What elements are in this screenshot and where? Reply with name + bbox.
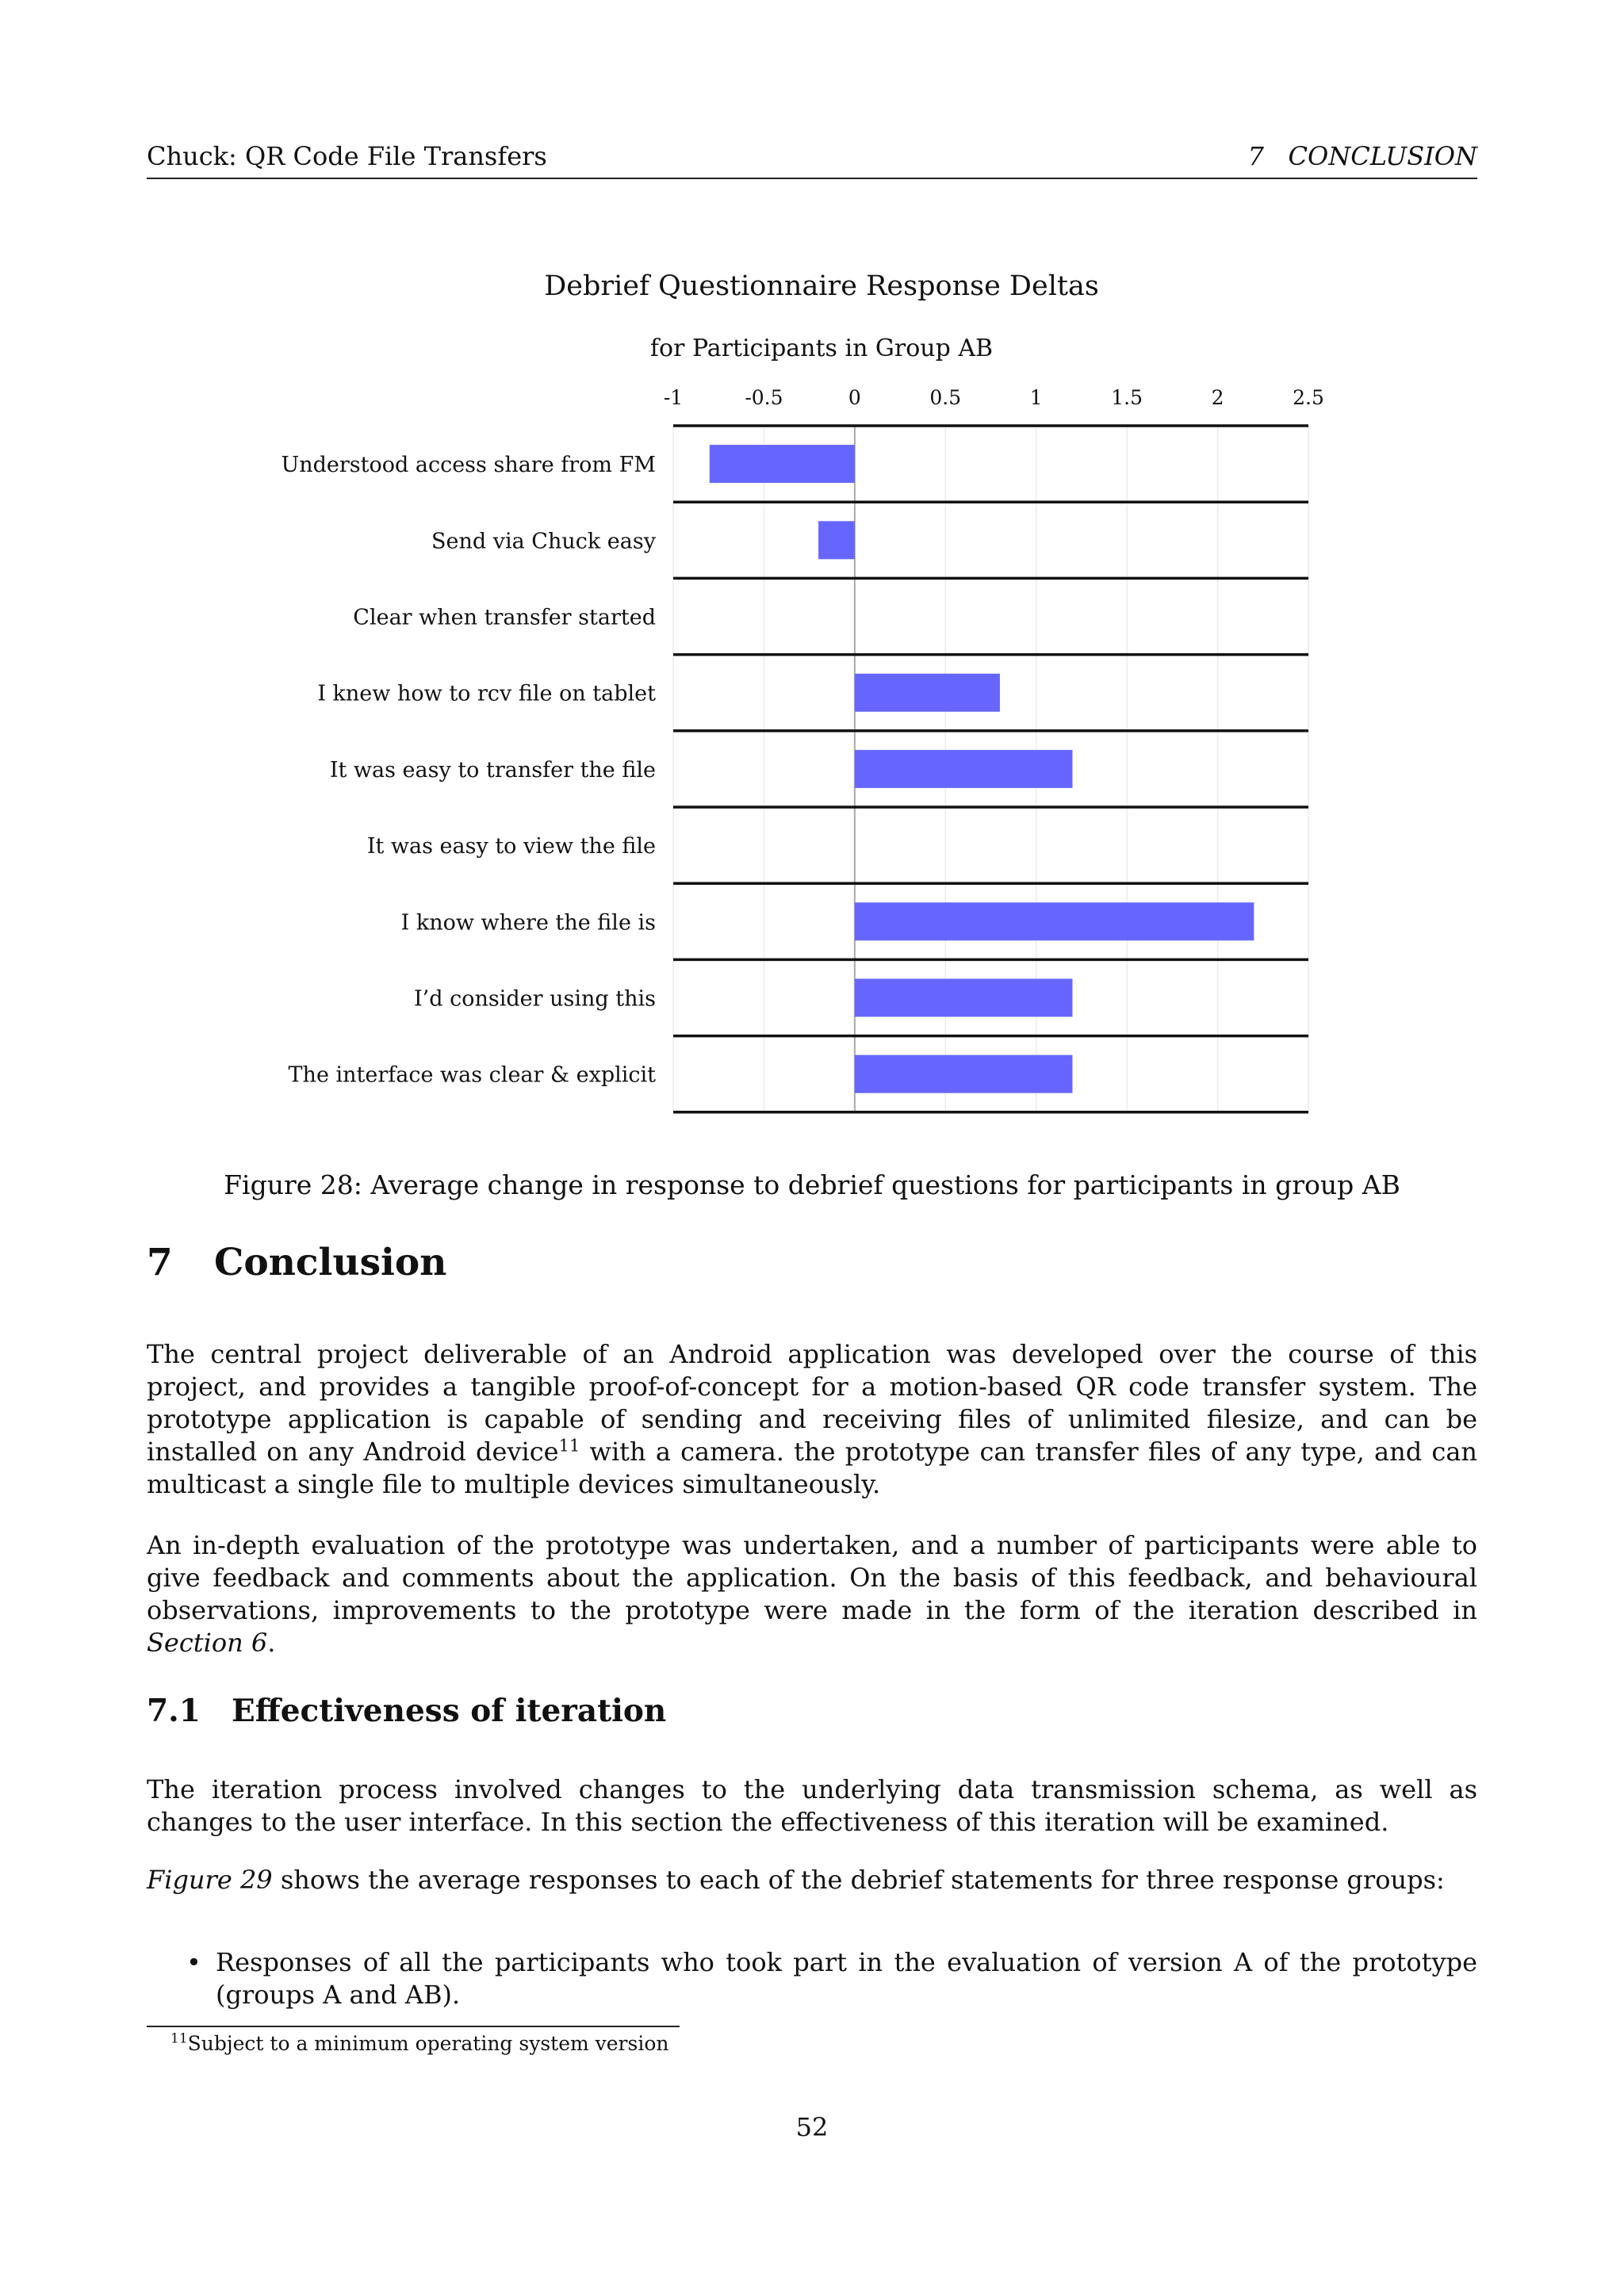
bullet-text: Responses of all the participants who took part in the evaluation of version A of the prototype (groups A and AB). <box>216 1947 1477 2010</box>
section-number: 7 <box>147 1241 173 1284</box>
category-label: Clear when transfer started <box>353 605 656 630</box>
figure-caption: Figure 28: Average change in response to debrief questions for participants in group AB <box>224 1169 1400 1200</box>
category-label: Send via Chuck easy <box>431 529 656 554</box>
category-label: The interface was clear & explicit <box>288 1062 656 1088</box>
subsection-number: 7.1 <box>147 1693 201 1729</box>
section-6-reference[interactable]: Section 6 <box>147 1628 268 1658</box>
bar-5 <box>855 750 1073 788</box>
bar-2 <box>818 521 855 559</box>
bars <box>710 445 1254 1093</box>
chart-subtitle: for Participants in Group AB <box>649 335 994 362</box>
x-tick-label: 2.5 <box>1293 386 1324 409</box>
footnote-rule <box>147 2026 680 2027</box>
paragraph-4-text: shows the average responses to each of the debrief statements for three response groups: <box>272 1865 1445 1895</box>
paragraph-1 <box>147 1338 1477 1501</box>
paragraph-1-text-b: with a camera. the prototype can transfer files of any type, and can multicast a single file to multiple devices simultaneously. <box>147 1437 1478 1499</box>
footnote <box>170 2032 669 2055</box>
category-label: I knew how to rcv file on tablet <box>317 681 656 706</box>
x-tick-label: 0.5 <box>929 386 962 409</box>
x-tick-label: -1 <box>663 386 684 409</box>
page-number: 52 <box>795 2112 829 2142</box>
paragraph-1-text-a: The central project deliverable of an Android application was developed over the course of this project, and provides a tangible proof-of-concept for a motion-based QR code transfer system. The prototype application is capable of sending and receiving files of unlimited filesize, and can be installed on any Android device <box>147 1339 1477 1467</box>
subsection-heading <box>147 1693 666 1729</box>
category-label: I know where the file is <box>400 910 656 936</box>
subsection-title: Effectiveness of iteration <box>232 1693 667 1729</box>
running-header-title: Chuck: QR Code File Transfers <box>147 141 547 171</box>
x-tick-label: 1.5 <box>1111 386 1143 409</box>
paragraph-4 <box>147 1864 1477 1896</box>
category-labels <box>281 453 656 1088</box>
x-tick-label: 2 <box>1211 386 1224 409</box>
x-tick-labels <box>664 386 1324 409</box>
bar-1 <box>710 445 855 483</box>
paragraph-3: The iteration process involved changes to the underlying data transmission schema, as well as changes to the user interface. In this section the effectiveness of this iteration will be examined. <box>147 1774 1477 1837</box>
paragraph-2-text-a: An in-depth evaluation of the prototype was undertaken, and a number of participants were able to give feedback and comments about the application. On the basis of this feedback, and behavioural observations, improvements to the prototype were made in the form of the iteration described in <box>147 1530 1477 1625</box>
running-header-section: 7 CONCLUSION <box>1247 141 1477 171</box>
footnote-mark: 11 <box>170 2030 188 2047</box>
bar-4 <box>855 674 1000 712</box>
figure-29-reference[interactable]: Figure 29 <box>147 1865 273 1895</box>
category-label: It was easy to view the file <box>366 834 656 859</box>
bar-8 <box>855 979 1073 1017</box>
category-label: Understood access share from FM <box>281 453 656 478</box>
bullet-icon: • <box>186 1947 201 1977</box>
section-title: Conclusion <box>214 1241 447 1284</box>
footnote-text: Subject to a minimum operating system version <box>187 2032 669 2055</box>
footnote-marker[interactable]: 11 <box>558 1436 580 1456</box>
section-heading <box>147 1241 446 1284</box>
paragraph-2 <box>147 1529 1477 1659</box>
bar-9 <box>855 1055 1073 1093</box>
category-label: I’d consider using this <box>414 986 656 1012</box>
bar-7 <box>855 902 1254 940</box>
x-tick-label: 1 <box>1029 386 1043 409</box>
x-tick-label: -0.5 <box>745 386 783 409</box>
x-tick-label: 0 <box>848 386 861 409</box>
chart-title: Debrief Questionnaire Response Deltas <box>544 270 1099 302</box>
paragraph-2-text-b: . <box>267 1628 276 1658</box>
category-label: It was easy to transfer the file <box>329 757 656 783</box>
